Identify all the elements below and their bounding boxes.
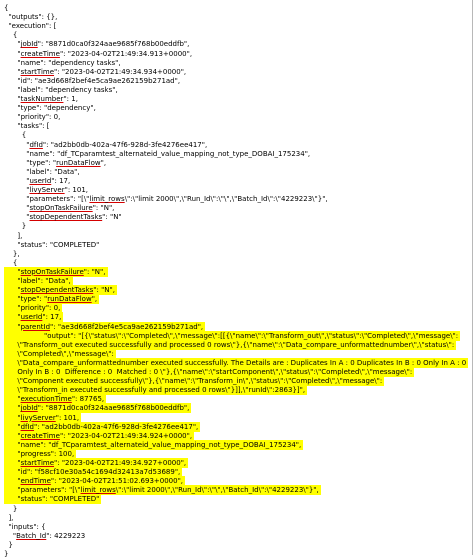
line-text: "type": " (4, 158, 57, 167)
line-text: " (4, 431, 21, 440)
json-key: stopDependentTasks (20, 286, 94, 295)
json-key: stopOnTaskFailure (29, 204, 93, 213)
line-text: " (4, 140, 30, 149)
line-text: " (4, 313, 21, 322)
line-text: " (4, 459, 21, 467)
line-text: } (4, 504, 18, 513)
line-text: \"Component executed successfully\"},{\"name\":\"Transform_in\",\"status\":\"Completed\",\"message\": (4, 377, 383, 386)
line-text: " (4, 286, 21, 295)
json-key: userId (20, 313, 43, 322)
line-text: " (4, 267, 21, 276)
line-text: } (4, 222, 27, 231)
json-key: livyServer (29, 186, 65, 194)
json-key: runDataFlow (56, 158, 101, 167)
line-text: ": "N", (92, 204, 115, 213)
line-text: ": 4229223 (46, 531, 86, 540)
json-key: endTime (20, 477, 51, 486)
line-text: ": 17, (51, 176, 71, 185)
line-text: " (4, 395, 21, 404)
json-key: stopDependentTasks (29, 213, 103, 222)
json-key: runDataFlow (47, 295, 92, 304)
json-key: livyServer (20, 413, 56, 422)
line-text: "id": "f58cf10e30a54c1694d32413a7d53689", (4, 468, 181, 477)
line-text: ": "N", (83, 267, 106, 276)
line-text: { (4, 131, 27, 140)
line-text: "type": " (4, 295, 48, 304)
line-text: \"Transform_in executed successfully and processed 0 rows\"}]],\"runId\":2863}]", (4, 386, 306, 395)
line-text: "priority": 0, (4, 113, 61, 122)
line-text: ": "2023-04-02T21:51:02.693+0000", (50, 477, 184, 486)
line-text: " (4, 176, 30, 185)
line-text: } (4, 540, 13, 549)
line-text: "tasks": [ (4, 122, 50, 131)
line-text: ": "8871d0ca0f324aae9685f768b00eddfb", (37, 40, 190, 49)
line-text: " (4, 213, 30, 222)
line-text: ": "ad2bb0db-402a-47f6-928d-3fe4276ee417", (34, 422, 199, 431)
line-text: ": 17, (42, 313, 62, 322)
line-text: ": 101, (64, 186, 89, 194)
json-key: limit_rows (80, 486, 116, 495)
json-key: parentId (20, 322, 51, 331)
json-key: dfId (29, 140, 43, 149)
json-key: Batch_Id (16, 531, 47, 540)
line-text: " (4, 404, 21, 413)
line-text: " (4, 531, 17, 540)
json-key: stopOnTaskFailure (20, 267, 84, 276)
line-text: "output": "[{\"status\":\"Completed\",\"message\":[[{\"name\":\"Transform_out\",\"status\":\"Completed\",\"message\": (4, 331, 459, 340)
line-text: ": 101, (55, 413, 80, 422)
line-text: ": "2023-04-02T21:49:34.924+0000", (59, 431, 193, 440)
line-text: "execution": [ (4, 22, 57, 31)
json-line (4, 549, 8, 559)
line-text: " (4, 186, 30, 194)
json-key: jobId (20, 404, 38, 413)
line-text: { (4, 4, 9, 12)
line-text: "progress": 100, (4, 449, 75, 458)
line-text: { (4, 31, 18, 40)
json-key: dfId (20, 422, 34, 431)
line-text: "name": "df_TCparamtest_alternateid_value_mapping_not_type_DOBAI_175234", (4, 149, 311, 158)
line-text: ": "2023-04-02T21:49:34.913+0000", (59, 49, 193, 58)
line-text: "status": "COMPLETED" (4, 240, 100, 249)
json-key: userId (29, 176, 52, 185)
json-key: startTime (20, 459, 55, 467)
line-text: Only In B : 0 Difference : 0 Matched : 0 \"},{\"name\":\"startComponent\",\"status\":\"Completed\",\"message\": (4, 368, 413, 376)
line-text: " (4, 95, 21, 103)
line-text: ": "8871d0ca0f324aae9685f768b00eddfb", (37, 404, 190, 413)
line-text: "parameters": "[\" (4, 486, 81, 495)
right-border (472, 0, 473, 555)
line-text: \"Data_compare_unformattednumber executed successfully. The Details are : Duplicates In A : 0 Duplicates In B : 0 Only In A : 0 (4, 358, 467, 367)
line-text: }, (4, 249, 20, 258)
line-text: " (4, 422, 21, 431)
json-key: taskNumber (20, 95, 64, 103)
line-text: "priority": 0, (4, 304, 61, 313)
json-key: limit_rows (89, 195, 125, 204)
line-text: ": "ae3d668f2bef4e5ca9ae262159b271ad", (50, 322, 204, 331)
line-text: " (4, 204, 30, 213)
line-text: ": "2023-04-02T21:49:34.927+0000", (54, 459, 187, 467)
line-text: { (4, 258, 18, 267)
line-text: \":\"limit 2000\",\"Run_Id\":\"\",\"Batch_Id\":\"4229223\"}", (124, 195, 328, 204)
line-text: "id": "ae3d668f2bef4e5ca9ae262159b271ad", (4, 76, 181, 85)
line-text: "label": "Data", (4, 277, 71, 285)
json-line (4, 531, 85, 541)
highlighted-json-line (4, 494, 101, 504)
line-text: ], (4, 231, 23, 240)
line-text: \"Transform_out executed successfully and processed 0 rows\"},{\"name\":\"Data_compare_unformattednumber\",\"status\": (4, 340, 455, 349)
line-text: ": "N", (93, 286, 115, 295)
json-key: createTime (20, 431, 60, 440)
line-text: " (4, 477, 21, 486)
json-key: startTime (20, 67, 55, 76)
line-text: ", (91, 295, 98, 304)
line-text: "parameters": "[\" (4, 195, 90, 204)
line-text: "inputs": { (4, 522, 46, 531)
line-text: " (4, 413, 21, 422)
line-text: \":\"limit 2000\",\"Run_Id\":\"\",\"Batch_Id\":\"4229223\"}", (115, 486, 319, 495)
line-text: ", (100, 158, 107, 167)
line-text: "label": "Data", (4, 167, 80, 176)
line-text: "name": "dependency tasks", (4, 58, 121, 67)
line-text: " (4, 40, 21, 49)
line-text: ": 87765, (71, 395, 105, 404)
json-key: jobId (20, 40, 38, 49)
json-key: executionTime (20, 395, 72, 404)
json-key: createTime (20, 49, 60, 58)
line-text: "status": "COMPLETED" (4, 495, 100, 504)
line-text: " (4, 322, 21, 331)
line-text: " (4, 67, 21, 76)
line-text: "outputs": {}, (4, 13, 58, 22)
line-text: } (4, 550, 9, 558)
line-text: ": "2023-04-02T21:49:34.934+0000", (54, 67, 187, 76)
line-text: " (4, 49, 21, 58)
line-text: "name": "df_TCparamtest_alternateid_value_mapping_not_type_DOBAI_175234", (4, 440, 302, 449)
line-text: "type": "dependency", (4, 104, 96, 113)
line-text: "label": "dependency tasks", (4, 85, 118, 94)
line-text: ": "N" (102, 213, 122, 222)
line-text: ], (4, 513, 14, 522)
line-text: ": 1, (63, 95, 78, 103)
line-text: \"Completed\",\"message\": (4, 349, 114, 358)
line-text: ": "ad2bb0db-402a-47f6-928d-3fe4276ee417", (42, 140, 208, 149)
